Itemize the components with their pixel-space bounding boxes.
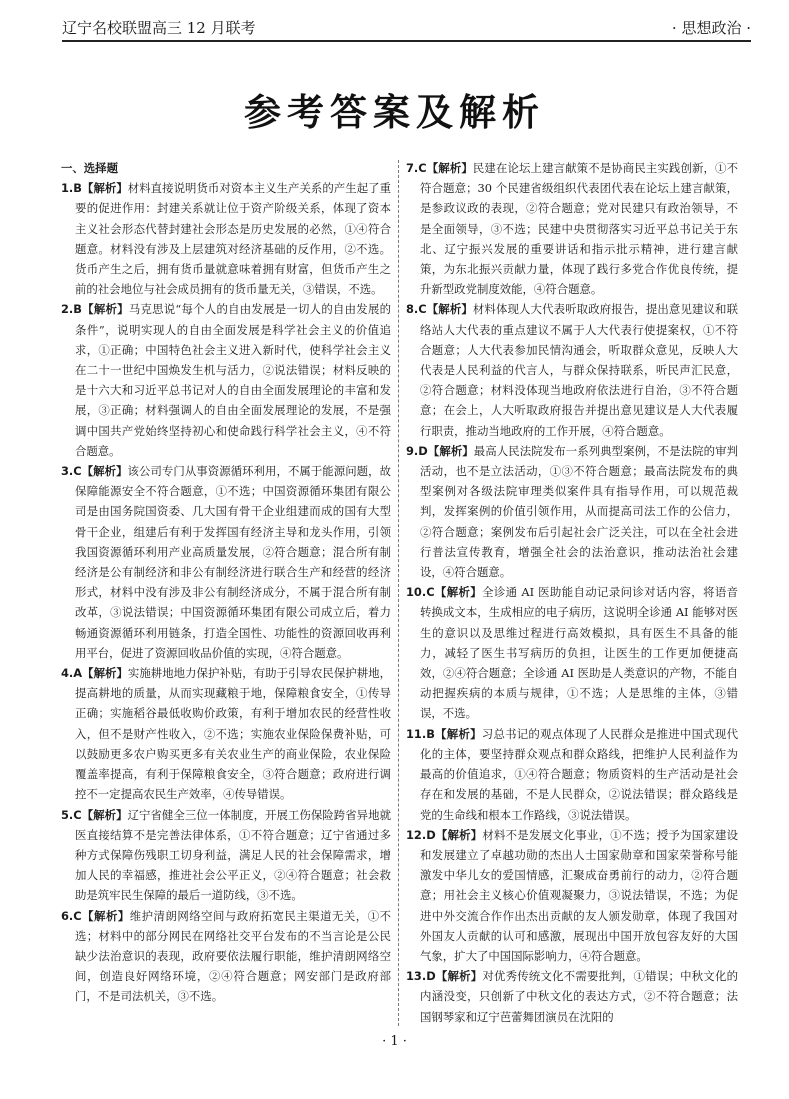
question-answer: B — [73, 181, 82, 196]
question-item-6 — [61, 906, 391, 1007]
analysis-tag: 【解析】 — [427, 443, 474, 458]
analysis-tag: 【解析】 — [426, 302, 473, 317]
page-header — [62, 14, 751, 42]
analysis-tag: 【解析】 — [81, 464, 128, 479]
question-answer: C — [73, 807, 82, 822]
analysis-text: 该公司专门从事资源循环利用，不属于能源问题，故保障能源安全不符合题意，①不选；中国资源循环集团有限公司是由国务院国资委、几大国有骨干企业组建而成的国有大型骨干企业，组建后有利于发挥国有经济主导和龙头作用，引领我国资源循环利用产业高质量发展，②符合题意；混合所有制经济是公有制经济和非公有制经济进行联合生产和经营的经济形式，材料中没有涉及非公有制经济成分，不属于混合所有制改革，③说法错误；中国资源循环集团有限公司成立后，着力畅通资源循环利用链条，打造全国性、功能性的资源回收再利用平台，促进了资源回收品价值的实现，④符合题意。 — [75, 464, 391, 660]
analysis-text: 马克思说“每个人的自由发展是一切人的自由发展的条件”，说明实现人的自由全面发展是科学社会主义的价值追求，①正确；中国特色社会主义进入新时代，使科学社会主义在二十一世纪中国焕发生机与活力，②说法错误；材料反映的是十六大和习近平总书记对人的自由全面发展理论的丰富和发展，③正确；材料强调人的自由全面发展理论的发展，不是强调中国共产党始终坚持初心和使命践行科学社会主义，④不符合题意。 — [75, 302, 391, 458]
analysis-tag: 【解析】 — [435, 827, 483, 842]
analysis-text: 民建在论坛上建言献策不是协商民主实践创新，①不符合题意；30 个民建省级组织代表团代表在论坛上建言献策，是参政议政的表现，②符合题意；党对民建只有政治领导，不是全面领导，③不选；民建中央贯彻落实习近平总书记关于东北、辽宁振兴发展的重要讲话和指示批示精神，进行建言献策，为东北振兴贡献力量，体现了践行多党合作优良传统，提升新型政党制度效能，④符合题意。 — [420, 161, 738, 297]
analysis-text: 对优秀传统文化不需要批判，①错误；中秋文化的内涵没变，只创新了中秋文化的表达方式，②不符合题意；法国钢琴家和辽宁芭蕾舞团演员在沈阳的 — [420, 969, 738, 1024]
analysis-tag: 【解析】 — [81, 807, 128, 822]
question-number: 7. — [406, 161, 419, 175]
question-item-3 — [61, 461, 391, 663]
analysis-tag: 【解析】 — [81, 302, 129, 317]
page-number: · 1 · — [382, 1034, 407, 1049]
question-answer: C — [73, 908, 82, 923]
question-item-10 — [406, 582, 738, 723]
analysis-text: 材料不是发展文化事业，①不选；授予为国家建设和发展建立了卓越功勋的杰出人士国家勋章和国家荣誉称号能激发中华儿女的爱国情感，汇聚成奋勇前行的动力，②符合题意；用社会主义核心价值观凝聚力，③说法错误，不选；为促进中外交流合作作出杰出贡献的友人颁发勋章，体现了我国对外国友人贡献的认可和感激，展现出中国开放包容友好的大国气象，扩大了中国国际影响力，④符合题意。 — [420, 827, 738, 963]
question-number: 3. — [61, 464, 74, 479]
question-answer: C — [426, 585, 435, 600]
question-item-7 — [406, 158, 738, 299]
question-answer: D — [426, 827, 436, 842]
question-item-4 — [61, 663, 391, 804]
question-number: 12. — [406, 827, 427, 842]
question-number: 5. — [61, 807, 74, 822]
analysis-tag: 【解析】 — [82, 666, 128, 681]
question-item-2 — [61, 299, 391, 461]
analysis-tag: 【解析】 — [81, 908, 130, 923]
analysis-text: 材料直接说明货币对资本主义生产关系的产生起了重要的促进作用：封建关系就让位于资产阶级关系，体现了资本主义社会形态代替封建社会形态是历史发展的必然，①④符合题意。材料没有涉及上层建筑对经济基础的反作用，②不选。货币产生之后，拥有货币量就意味着拥有财富，但货币产生之前的社会地位与社会成员拥有的货币量无关，③错误，不选。 — [75, 181, 391, 297]
question-number: 11. — [406, 726, 427, 741]
question-answer: D — [418, 443, 428, 458]
question-number: 4. — [61, 666, 74, 681]
analysis-tag: 【解析】 — [435, 969, 483, 984]
analysis-text: 实施耕地地力保护补贴，有助于引导农民保护耕地，提高耕地的质量，从而实现藏粮于地，保障粮食安全，①传导正确；实施稻谷最低收购价政策，有利于增加农民的经营性收入，但不是财产性收入，②不选；实施农业保险保费补贴，可以鼓励更多农户购买更多有关农业生产的商业保险，农业保险覆盖率提高，有利于保障粮食安全，③符合题意；政府进行调控不一定提高农民生产效率，④传导错误。 — [75, 666, 391, 802]
question-number: 2. — [61, 302, 74, 317]
question-item-11 — [406, 724, 738, 825]
question-number: 6. — [61, 908, 74, 923]
analysis-text: 辽宁省健全三位一体制度，开展工伤保险跨省异地就医直接结算不是完善法律体系，①不符合题意；辽宁省通过多种方式保障伤残职工切身利益，满足人民的社会保障需求，增加人民的幸福感，推进社会公平正义，②④符合题意；社会救助是筑牢民生保障的最后一道防线，③不选。 — [75, 807, 391, 903]
question-number: 9. — [406, 443, 419, 458]
question-answer: D — [426, 969, 436, 984]
question-item-12 — [406, 825, 738, 966]
analysis-tag: 【解析】 — [426, 161, 473, 175]
question-number: 8. — [406, 302, 419, 317]
exam-name: 辽宁名校联盟高三 12 月联考 — [62, 19, 256, 37]
column-divider — [398, 160, 399, 1026]
question-answer: A — [73, 666, 83, 681]
analysis-text: 材料体现人大代表听取政府报告，提出意见建议和联络站人大代表的重点建议不属于人大代表行使提案权，①不符合题意；人大代表参加民情沟通会，听取群众意见，反映人大代表是人民利益的代言人，与群众保持联系，听民声汇民意，②符合题意；材料没体现当地政府依法进行自治，③不符合题意；在会上，人大听取政府报告并提出意见建议是人大代表履行职责，推动当地政府的工作开展，④符合题意。 — [420, 302, 738, 438]
subject-name: · 思想政治 · — [671, 19, 751, 37]
question-answer: C — [418, 302, 427, 317]
analysis-text: 维护清朗网络空间与政府拓宽民主渠道无关，①不选；材料中的部分网民在网络社交平台发布的不当言论是公民缺少法治意识的表现，政府要依法履行职能，维护清朗网络空间，创造良好网络环境，②④符合题意；网安部门是政府部门，不是司法机关，③不选。 — [75, 908, 391, 1004]
question-answer: C — [73, 464, 82, 479]
question-item-5 — [61, 805, 391, 906]
section-heading: 一、选择题 — [61, 161, 118, 175]
right-column — [406, 158, 738, 1027]
analysis-text: 全诊通 AI 医助能自动记录问诊对话内容，将语音转换成文本，生成相应的电子病历，这说明全诊通 AI 能够对医生的意识以及思维过程进行高效模拟，具有医生不具备的能力，减轻了医生书写病历的负担，让医生的工作更加便捷高效，②④符合题意；全诊通 AI 医助是人类意识的产物，不能自动把握疾病的本质与规律，①不选；人是思维的主体，③错误，不选。 — [420, 585, 738, 721]
analysis-tag: 【解析】 — [434, 585, 483, 600]
question-item-8 — [406, 299, 738, 440]
analysis-text: 最高人民法院发布一系列典型案例，不是法院的审判活动，也不是立法活动，①③不符合题意；最高法院发布的典型案例对各级法院审理类似案件具有指导作用，可以规范裁判，发挥案例的价值引领作用，从而提高司法工作的公信力，②符合题意；案例发布后引起社会广泛关注，可以在全社会进行普法宣传教育，增强全社会的法治意识，推动法治社会建设，④符合题意。 — [420, 443, 738, 580]
question-item-1 — [61, 178, 391, 299]
question-answer: B — [73, 302, 82, 317]
analysis-tag: 【解析】 — [434, 726, 482, 741]
analysis-tag: 【解析】 — [81, 181, 128, 196]
question-answer: B — [426, 726, 435, 741]
page-title: 参考答案及解析 — [244, 91, 545, 134]
left-column — [61, 158, 391, 1007]
question-answer: C — [418, 161, 427, 175]
question-number: 13. — [406, 969, 427, 984]
analysis-text: 习总书记的观点体现了人民群众是推进中国式现代化的主体，要坚持群众观点和群众路线，把维护人民利益作为最高的价值追求，①④符合题意；物质资料的生产活动是社会存在和发展的基础，不是人民群众，②说法错误；群众路线是党的生命线和根本工作路线，③说法错误。 — [420, 726, 738, 822]
question-number: 1. — [61, 181, 74, 196]
question-item-9 — [406, 441, 738, 582]
question-number: 10. — [406, 585, 427, 600]
question-item-13 — [406, 966, 738, 1027]
